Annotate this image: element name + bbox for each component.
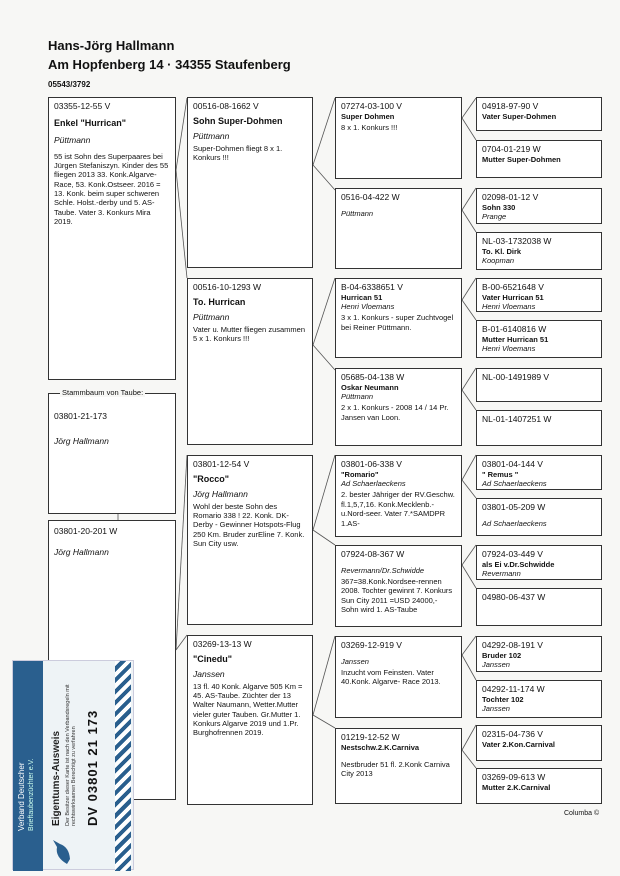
- breeder-name: Ad Schaerlaeckens: [341, 479, 406, 488]
- pigeon-name: To. Kl. Dirk: [482, 246, 522, 256]
- owner-address: Am Hopfenberg 14 · 34355 Staufenberg: [48, 57, 291, 72]
- ring-number: B-04-6338651 V: [341, 282, 403, 292]
- gen3-box-6: [335, 545, 462, 627]
- pigeon-description: Vater u. Mutter fliegen zusammen 5 x 1. Konkurs !!!: [193, 324, 305, 343]
- breeder-name: Püttmann: [193, 311, 230, 322]
- ring-number: B-00-6521648 V: [482, 282, 544, 292]
- gen3-box-5: [335, 455, 462, 537]
- ring-number: 01219-12-52 W: [341, 732, 400, 742]
- pigeon-description: Super-Dohmen fliegt 8 x 1. Konkurs !!!: [193, 143, 283, 162]
- gen4-box-2: [476, 140, 602, 178]
- member-id: 05543/3792: [48, 80, 91, 89]
- pigeon-name: Bruder 102: [482, 650, 522, 660]
- subject-pigeon-box: [48, 393, 176, 514]
- pigeon-name: "Romario": [341, 469, 379, 479]
- breeder-name: Püttmann: [341, 392, 374, 401]
- pigeon-logo-icon: [47, 837, 77, 867]
- gen4-box-1: [476, 97, 602, 131]
- gen3-box-7: [335, 636, 462, 718]
- gen4-box-13: [476, 636, 602, 672]
- gen2-box-3: [187, 455, 313, 625]
- ring-number: 07924-08-367 W: [341, 549, 405, 559]
- gen3-box-1: [335, 97, 462, 179]
- ring-number: 03269-12-919 V: [341, 640, 402, 650]
- ring-number: 03355-12-55 V: [54, 101, 111, 111]
- breeder-name: Henri Vloemans: [482, 344, 536, 353]
- card-fine-print: Der Besitzer dieser Karte ist nach den Verbandsregeln mit rechtswirksamen Berechtigt zu verfahren: [65, 684, 77, 826]
- gen4-box-9: [476, 455, 602, 490]
- gen4-box-4: [476, 232, 602, 270]
- ring-number: 00516-10-1293 W: [193, 282, 262, 292]
- pigeon-description: Inzucht vom Feinsten. Vater 40.Konk. Algarve- Race 2013.: [341, 668, 441, 687]
- gen3-box-2: [335, 188, 462, 269]
- ring-number: 03269-13-13 W: [193, 639, 252, 649]
- gen4-box-10: [476, 498, 602, 536]
- breeder-name: Henri Vloemans: [341, 302, 395, 311]
- ring-number: 02098-01-12 V: [482, 192, 539, 202]
- ring-number: NL-03-1732038 W: [482, 236, 552, 246]
- pigeon-description: 3 x 1. Konkurs - super Zuchtvogel bei Reiner Püttmann.: [341, 313, 454, 332]
- pigeon-name: "Cinedu": [193, 653, 233, 664]
- ring-number: 04980-06-437 W: [482, 592, 546, 602]
- owner-name: Hans-Jörg Hallmann: [48, 38, 175, 53]
- ring-number: NL-01-1407251 W: [482, 414, 552, 424]
- pigeon-name: Vater Super-Dohmen: [482, 111, 557, 121]
- gen4-box-11: [476, 545, 602, 580]
- gen3-box-4: [335, 368, 462, 446]
- breeder-name: Püttmann: [193, 130, 230, 141]
- pigeon-name: Hurrican 51: [341, 292, 383, 302]
- pigeon-name: Sohn 330: [482, 202, 516, 212]
- card-association-name: Verband Deutscher: [17, 762, 26, 831]
- pigeon-name: Oskar Neumann: [341, 382, 399, 392]
- pigeon-description: Wohl der beste Sohn des Romario 338 ! 22. Konk. DK-Derby - Gewinner Hotspots-Flug 250 Km. Bruder zurEline 7. Konk. Sun City usw.: [193, 501, 305, 548]
- ring-number: 04918-97-90 V: [482, 101, 539, 111]
- footer-copyright: Columba ©: [564, 810, 600, 817]
- ring-number: 03801-20-201 W: [54, 526, 118, 536]
- pigeon-description: 2. bester Jähriger der RV.Geschw. fl.1,5,7,16. Konk.Mecklenb.-u.Nord-seer. Vater 7.*SAMDPR 1.AS-: [341, 490, 455, 528]
- card-ring-number: DV 03801 21 173: [85, 709, 100, 826]
- ring-number: 03801-05-209 W: [482, 502, 546, 512]
- ring-number: 0704-01-219 W: [482, 144, 541, 154]
- pigeon-name: Vater 2.Kon.Carnival: [482, 739, 555, 749]
- pedigree-sire-side: [48, 97, 176, 380]
- ring-number: 04292-11-174 W: [482, 684, 545, 694]
- breeder-name: Janssen: [482, 660, 510, 669]
- pigeon-name: " Remus ": [482, 469, 519, 479]
- gen3-box-3: [335, 278, 462, 358]
- pigeon-name: Super Dohmen: [341, 111, 395, 121]
- gen4-box-6: [476, 320, 602, 358]
- ring-number: 03801-12-54 V: [193, 459, 250, 469]
- breeder-name: Revermann: [482, 569, 521, 578]
- pigeon-name: To. Hurrican: [193, 296, 246, 307]
- ring-number: 07924-03-449 V: [482, 549, 543, 559]
- pigeon-name: Enkel "Hurrican": [54, 117, 127, 128]
- ring-number: 02315-04-736 V: [482, 729, 543, 739]
- breeder-name: Püttmann: [54, 134, 91, 145]
- gen2-box-1: [187, 97, 313, 268]
- pigeon-name: Nestschw.2.K.Carniva: [341, 742, 420, 752]
- breeder-name: Koopman: [482, 256, 515, 265]
- ring-number: 04292-08-191 V: [482, 640, 543, 650]
- ring-number: 03269-09-613 W: [482, 772, 546, 782]
- pigeon-description: 13 fl. 40 Konk. Algarve 505 Km = 45. AS-Taube. Züchter der 13 Walter Naumann, Wetter.Mutter vieler guter Tauben. Gr.Mutter 1. Konkurs Algarve 2019 und 1.Pr. Burghofrennen 2019.: [193, 681, 303, 738]
- ring-number: B-01-6140816 W: [482, 324, 547, 334]
- pigeon-description: 367=38.Konk.Nordsee-rennen 2008. Tochter gewinnt 7. Konkurs Sun City 2011 =USD 24000,- Sohn wird 1. AS-Taube: [341, 577, 453, 615]
- pigeon-description: Nestbruder 51 fl. 2.Konk Carniva City 2013: [341, 760, 450, 779]
- ring-number: 0516-04-422 W: [341, 192, 400, 202]
- pigeon-name: Tochter 102: [482, 694, 524, 704]
- gen2-box-2: [187, 278, 313, 445]
- ring-number: NL-00-1491989 V: [482, 372, 550, 382]
- gen4-box-7: [476, 368, 602, 402]
- pigeon-name: Mutter Hurrican 51: [482, 334, 549, 344]
- pigeon-name: als Ei v.Dr.Schwidde: [482, 559, 555, 569]
- gen4-box-3: [476, 188, 602, 224]
- pigeon-description: 2 x 1. Konkurs - 2008 14 / 14 Pr. Jansen van Loon.: [341, 403, 449, 422]
- gen3-box-8: [335, 728, 462, 804]
- gen2-box-4: [187, 635, 313, 805]
- breeder-name: Janssen: [193, 668, 225, 679]
- breeder-name: Henri Vloemans: [482, 302, 536, 311]
- ring-number: 07274-03-100 V: [341, 101, 402, 111]
- gen4-box-14: [476, 680, 602, 718]
- subject-breeder: Jörg Hallmann: [54, 435, 109, 446]
- card-pattern-border: [115, 661, 131, 871]
- breeder-name: Revermann/Dr.Schwidde: [341, 565, 425, 575]
- pigeon-name: Vater Hurrican 51: [482, 292, 544, 302]
- ring-number: 03801-06-338 V: [341, 459, 402, 469]
- ring-number: 03801-04-144 V: [482, 459, 543, 469]
- breeder-name: Jörg Hallmann: [193, 488, 248, 499]
- breeder-name: Janssen: [341, 656, 369, 666]
- subject-ring-number: 03801-21-173: [54, 411, 107, 421]
- pigeon-name: Mutter 2.K.Carnival: [482, 782, 551, 792]
- gen4-box-5: [476, 278, 602, 312]
- pigeon-description: 55 ist Sohn des Superpaares bei Jürgen Stefaniszyn. Kinder des 55 fliegen 2013 33. Konk.Algarve- Race, 53. Konk.Ostseer. 2016 = 13. Konk. beim super schweren Schle. Holst.-derby und 5. AS- Taube. Vater 3. Konkurs Mira 2019.: [54, 151, 169, 227]
- gen4-box-12: [476, 588, 602, 626]
- ring-number: 00516-08-1662 V: [193, 101, 259, 111]
- breeder-name: Püttmann: [341, 208, 374, 218]
- card-association-subtitle: Brieftaubenzüchter e.V.: [28, 758, 35, 831]
- gen4-box-16: [476, 768, 602, 804]
- breeder-name: Prange: [482, 212, 507, 221]
- pigeon-name: Sohn Super-Dohmen: [193, 115, 283, 126]
- gen4-box-15: [476, 725, 602, 761]
- breeder-name: Janssen: [482, 704, 510, 713]
- card-title: Eigentums-Ausweis: [51, 730, 62, 826]
- breeder-name: Ad Schaerlaeckens: [482, 518, 547, 528]
- pigeon-name: "Rocco": [193, 473, 230, 484]
- breeder-name: Ad Schaerlaeckens: [482, 479, 547, 488]
- breeder-name: Jörg Hallmann: [54, 546, 109, 557]
- gen4-box-8: [476, 410, 602, 446]
- stammbaum-label: Stammbaum von Taube:: [62, 388, 144, 397]
- pigeon-name: Mutter Super-Dohmen: [482, 154, 561, 164]
- ring-number: 05685-04-138 W: [341, 372, 405, 382]
- ownership-card: [12, 660, 134, 870]
- pigeon-description: 8 x 1. Konkurs !!!: [341, 123, 398, 132]
